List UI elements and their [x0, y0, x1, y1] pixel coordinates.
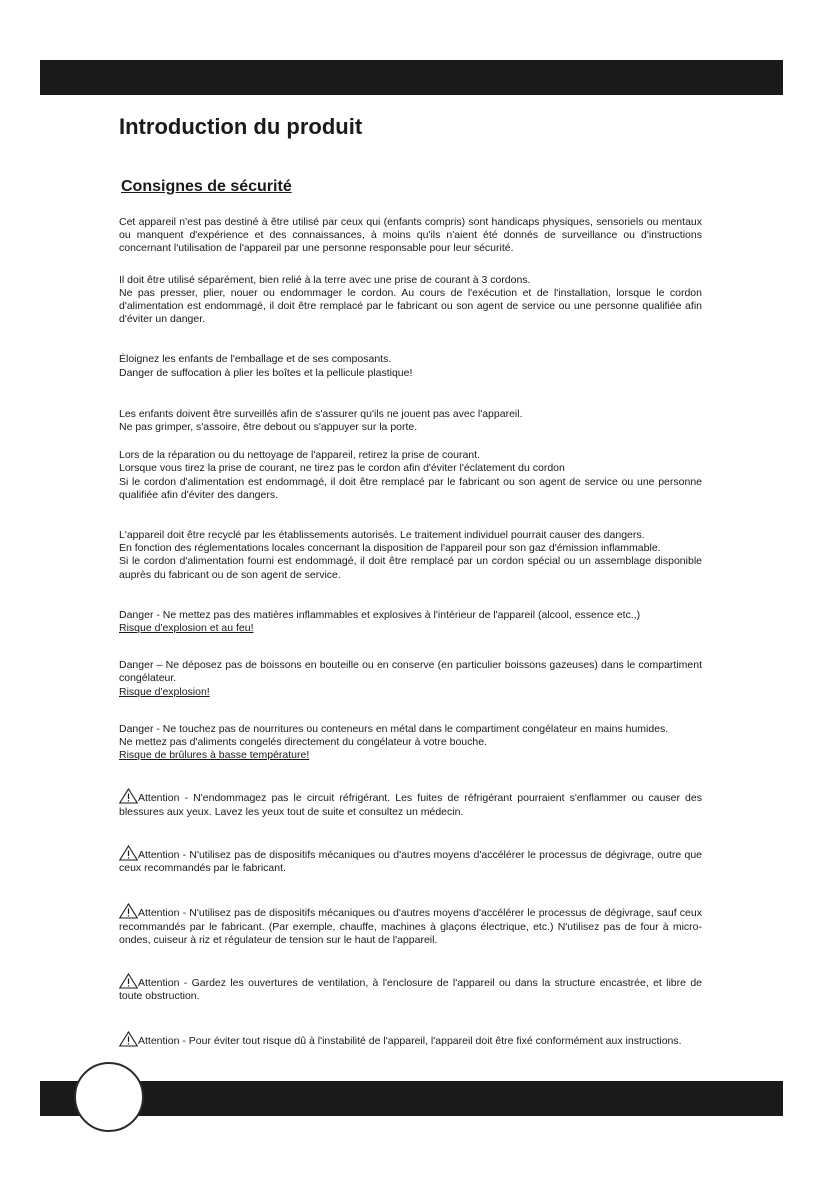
section-title: Consignes de sécurité	[121, 178, 292, 195]
warning-paragraph	[119, 845, 702, 875]
warning-text: Attention - N'endommagez pas le circuit réfrigérant. Les fuites de réfrigérant pourraient s'enflammer ou causer des blessures aux yeux. Lavez les yeux tout de suite et consultez un médecin.	[119, 792, 702, 818]
page-number-circle	[74, 1062, 144, 1132]
safety-paragraph	[119, 609, 702, 635]
risk-warning: Risque d'explosion!	[119, 685, 210, 698]
safety-paragraph	[119, 723, 702, 763]
paragraph-line: Lorsque vous tirez la prise de courant, ne tirez pas le cordon afin d'éviter l'éclatement du cordon	[119, 462, 565, 475]
warning-text: Attention - N'utilisez pas de dispositifs mécaniques ou d'autres moyens d'accélérer le processus de dégivrage, sauf ceux recommandés par le fabricant. (Par exemple, chauffe, machines à glaçons électrique, etc.) N'utilisez pas de four à micro-ondes, cuiseur à riz et régulateur de tension sur le haut de l'appareil.	[119, 907, 702, 946]
safety-paragraph	[119, 449, 702, 502]
warning-paragraph	[119, 1031, 702, 1048]
paragraph-line	[119, 845, 702, 875]
paragraph-line: Éloignez les enfants de l'emballage et de ses composants.	[119, 353, 392, 366]
safety-paragraph	[119, 353, 702, 379]
paragraph-line: Les enfants doivent être surveillés afin de s'assurer qu'ils ne jouent pas avec l'appareil.	[119, 407, 523, 420]
safety-paragraph	[119, 274, 702, 327]
paragraph-line: Danger de suffocation à plier les boîtes et la pellicule plastique!	[119, 366, 413, 379]
paragraph-spacer	[119, 699, 702, 723]
warning-triangle-icon	[119, 903, 138, 918]
safety-paragraph	[119, 216, 702, 256]
header-bar	[40, 60, 783, 95]
risk-warning: Risque de brûlures à basse température!	[119, 749, 310, 762]
warning-text: Attention - N'utilisez pas de dispositifs mécaniques ou d'autres moyens d'accélérer le processus de dégivrage, outre que ceux recommandés par le fabricant.	[119, 848, 702, 875]
warning-triangle-icon	[119, 845, 138, 860]
paragraph-line	[119, 788, 702, 818]
warning-paragraph	[119, 903, 702, 947]
page-title: Introduction du produit	[119, 114, 363, 139]
paragraph-spacer	[119, 582, 702, 609]
warning-text: Attention - Pour éviter tout risque dû à l'instabilité de l'appareil, l'appareil doit être fixé conformément aux instructions.	[138, 1035, 682, 1048]
paragraph-spacer	[119, 380, 702, 408]
warning-triangle-icon	[119, 1031, 138, 1046]
paragraph-line: Ne pas presser, plier, nouer ou endommager le cordon. Au cours de l'exécution et de l'installation, lorsque le cordon d'alimentation est endommagé, il doit être remplacé par le fabricant ou son agent de service ou une personne qualifiée afin d'éviter un danger.	[119, 286, 702, 326]
warning-triangle-icon	[119, 973, 138, 988]
paragraph-line: Ne mettez pas d'aliments congelés directement du congélateur à votre bouche.	[119, 736, 487, 749]
paragraph-spacer	[119, 1049, 702, 1076]
risk-warning: Risque d'explosion et au feu!	[119, 622, 254, 635]
safety-paragraph	[119, 529, 702, 582]
warning-triangle-icon	[119, 788, 138, 803]
warning-paragraph	[119, 788, 702, 818]
paragraph-line: Danger - Ne mettez pas des matières inflammables et explosives à l'intérieur de l'appareil (alcool, essence etc.,)	[119, 608, 641, 621]
footer-bar	[40, 1081, 783, 1116]
paragraph-line	[119, 903, 702, 947]
safety-paragraph	[119, 659, 702, 699]
paragraph-spacer	[119, 819, 702, 845]
paragraph-spacer	[119, 256, 702, 274]
warning-text: Attention - Gardez les ouvertures de ventilation, à l'enclosure de l'appareil ou dans la structure encastrée, et libre de toute obstruction.	[119, 976, 702, 1003]
paragraph-line: Danger - Ne touchez pas de nourritures ou conteneurs en métal dans le compartiment congélateur en mains humides.	[119, 722, 669, 735]
paragraph-spacer	[119, 875, 702, 903]
paragraph-spacer	[119, 434, 702, 449]
paragraph-line: En fonction des réglementations locales concernant la disposition de l'appareil pour son gaz d'émission inflammable.	[119, 542, 661, 555]
paragraph-line: Ne pas grimper, s'assoire, être debout ou s'appuyer sur la porte.	[119, 421, 418, 434]
paragraph-line: Cet appareil n'est pas destiné à être utilisé par ceux qui (enfants compris) sont handicaps physiques, sensoriels ou mentaux ou manquent d'expérience et des connaissances, à moins qu'ils n'aient été donnés de surveillance ou d'instructions concernant l'utilisation de l'appareil par une personne responsable pour leur sécurité.	[119, 216, 702, 255]
paragraph-spacer	[119, 635, 702, 659]
paragraph-line: Danger – Ne déposez pas de boissons en bouteille ou en conserve (en particulier boissons gazeuses) dans le compartiment congélateur.	[119, 659, 702, 685]
paragraph-line	[119, 1031, 702, 1048]
paragraph-line	[119, 973, 702, 1003]
paragraph-spacer	[119, 947, 702, 973]
paragraph-line: Lors de la réparation ou du nettoyage de l'appareil, retirez la prise de courant.	[119, 449, 480, 462]
paragraph-spacer	[119, 762, 702, 788]
paragraph-line: L'appareil doit être recyclé par les établissements autorisés. Le traitement individuel pourrait causer des dangers.	[119, 529, 645, 542]
warning-paragraph	[119, 973, 702, 1003]
safety-instructions	[119, 216, 702, 1093]
paragraph-spacer	[119, 326, 702, 353]
paragraph-spacer	[119, 502, 702, 529]
paragraph-spacer	[119, 1003, 702, 1031]
paragraph-line: Si le cordon d'alimentation fourni est endommagé, il doit être remplacé par un cordon spécial ou un assemblage disponible auprès du fabricant ou de son agent de service.	[119, 555, 702, 581]
safety-paragraph	[119, 408, 702, 434]
paragraph-line: Il doit être utilisé séparément, bien relié à la terre avec une prise de courant à 3 cordons.	[119, 273, 531, 286]
paragraph-line: Si le cordon d'alimentation est endommagé, il doit être remplacé par le fabricant ou son agent de service ou une personne qualifiée afin d'éviter des dangers.	[119, 475, 702, 501]
